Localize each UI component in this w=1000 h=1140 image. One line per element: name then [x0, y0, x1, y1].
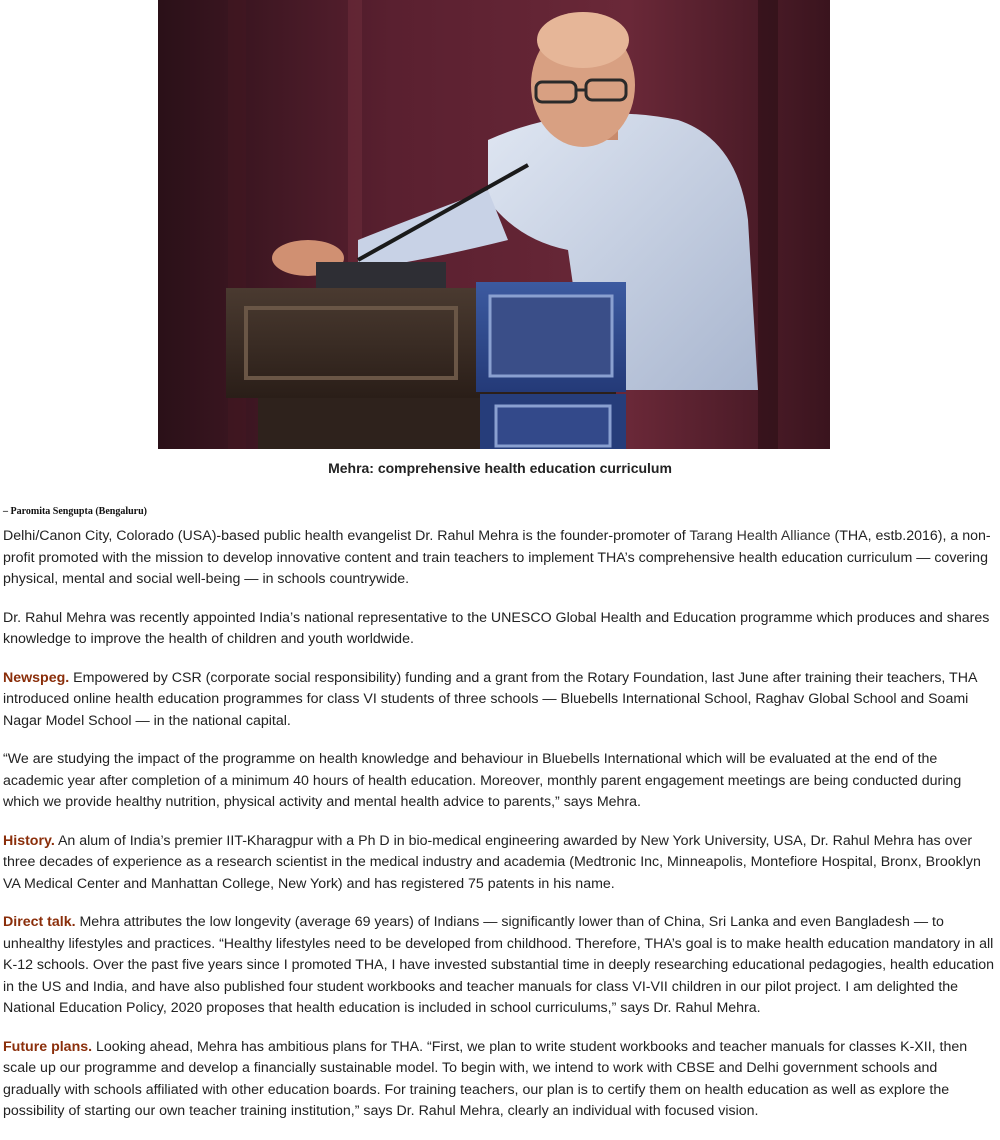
article-body — [3, 526, 997, 1140]
paragraph-future-plans — [3, 1037, 997, 1123]
paragraph-direct-talk — [3, 912, 997, 1020]
paragraph-text: “We are studying the impact of the programme on health knowledge and behaviour in Bluebells International which will be evaluated at the end of the academic year after completion of a minimum 40 hours of health education. Moreover, monthly parent engagement meetings are being conducted during which we provide healthy nutrition, physical activity and mental health advice to parents,” says Mehra. — [3, 751, 962, 810]
paragraph-unesco — [3, 608, 997, 651]
paragraph-text: Empowered by CSR (corporate social responsibility) funding and a grant from the Rotary Foundation, last June after training their teachers, THA introduced online health education programmes for class VI students of three schools — Bluebells International School, Raghav Global School and Soami Nagar Model School — in the national capital. — [3, 669, 977, 729]
photo-caption: Mehra: comprehensive health education curriculum — [328, 460, 672, 476]
byline: – Paromita Sengupta (Bengaluru) — [3, 506, 147, 517]
section-lead-history: History. — [3, 832, 55, 849]
article-photo — [158, 0, 830, 449]
section-lead-direct-talk: Direct talk. — [3, 914, 76, 930]
paragraph-history — [3, 831, 997, 896]
paragraph-intro — [3, 526, 997, 591]
section-lead-newspeg: Newspeg. — [3, 669, 70, 686]
paragraph-text: An alum of India’s premier IIT-Kharagpur with a Ph D in bio-medical engineering awarded by New York University, USA, Dr. Rahul Mehra has over three decades of experience as a research scientist in the medical industry and academia (Medtronic Inc, Minneapolis, Montefiore Hospital, Bronx, Brooklyn VA Medical Center and Manhattan College, New York) and has registered 75 patents in his name. — [3, 832, 981, 892]
paragraph-text: Delhi/Canon City, Colorado (USA)-based public health evangelist Dr. Rahul Mehra is the founder-promoter of — [3, 528, 690, 544]
paragraph-text: Dr. Rahul Mehra was recently appointed India’s national representative to the UNESCO Global Health and Education programme which produces and shares knowledge to improve the health of children and youth worldwide. — [3, 609, 990, 647]
paragraph-text: Mehra attributes the low longevity (average 69 years) of Indians — significantly lower than of China, Sri Lanka and even Bangladesh — to unhealthy lifestyles and practices. “Healthy lifestyles need to be developed from childhood. Therefore, THA’s goal is to make health education mandatory in all K-12 schools. Over the past five years since I promoted THA, I have invested substantial time in deeply researching educational pedagogies, health education in the US and India, and have also published four student workbooks and teacher manuals for class VI-VII children in our pilot project. I am delighted the National Education Policy, 2020 proposes that health education is included in school curriculums,” says Dr. Rahul Mehra. — [3, 914, 995, 1016]
paragraph-text: Looking ahead, Mehra has ambitious plans for THA. “First, we plan to write student workbooks and teacher manuals for classes K-XII, then scale up our programme and develop a financially sustainable model. To begin with, we intend to work with CBSE and Delhi government schools and gradually with schools affiliated with other education boards. For training teachers, our plan is to certify them on health education as well as explore the possibility of starting our own teacher training institution,” says Dr. Rahul Mehra, clearly an individual with focused vision. — [3, 1038, 968, 1119]
tarang-health-alliance-link[interactable]: Tarang Health Alliance — [689, 528, 831, 544]
paragraph-text: (THA, estb.2016), a non-profit promoted with the mission to develop innovative content and train teachers to implement THA’s comprehensive health education curriculum — covering physical, mental and social well-being — in schools countrywide. — [3, 528, 991, 587]
paragraph-quote-impact — [3, 749, 997, 814]
paragraph-newspeg — [3, 668, 997, 733]
section-lead-future-plans: Future plans. — [3, 1038, 93, 1055]
